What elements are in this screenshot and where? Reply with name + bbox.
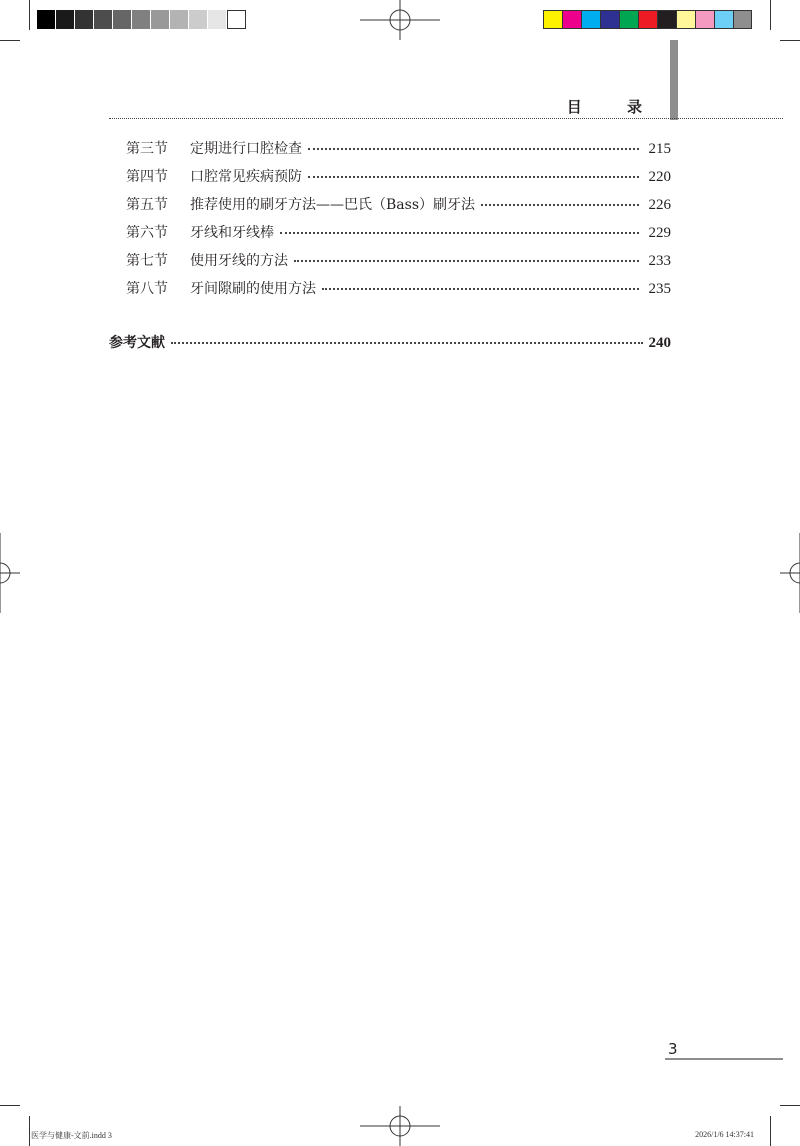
toc-entry[interactable] [126,166,671,194]
toc-leader-dots [322,287,639,290]
tone-swatch [733,10,752,29]
tone-swatch [600,10,619,29]
tone-swatch [75,10,94,29]
crop-mark [0,40,20,41]
tone-swatch [543,10,562,29]
tone-swatch [170,10,189,29]
toc-entry[interactable] [126,250,671,278]
gray-tone-strip [37,10,246,29]
toc-entry-title: 牙间隙刷的使用方法 [190,281,316,297]
toc-section-number: 第六节 [126,225,168,241]
toc-section-number: 第四节 [126,169,168,185]
toc-section-number: 第七节 [126,253,168,269]
toc-section-number: 第五节 [126,197,168,213]
registration-mark-top [360,0,440,40]
references-title: 参考文献 [109,335,165,351]
toc-leader-dots [481,203,639,206]
toc-entry-title: 定期进行口腔检查 [190,141,302,157]
tone-swatch [227,10,246,29]
slug-file-info: 医学与健康-文前.indd 3 [31,1131,112,1140]
toc-entry[interactable] [126,278,671,306]
toc-entry[interactable] [126,194,671,222]
toc-leader-dots [280,231,639,234]
toc-entry-title: 使用牙线的方法 [190,253,288,269]
tone-swatch [676,10,695,29]
tone-swatch [151,10,170,29]
registration-mark-bottom [360,1106,440,1146]
tone-swatch [94,10,113,29]
crop-mark [770,1116,771,1146]
tone-swatch [619,10,638,29]
tone-swatch [113,10,132,29]
chapter-tab-bar [670,40,678,120]
toc-entry[interactable] [126,222,671,250]
toc-leader-dots [308,147,639,150]
tone-swatch [714,10,733,29]
toc-entry-references[interactable] [109,332,671,352]
crop-mark [770,0,771,30]
crop-mark [780,40,800,41]
toc-leader-dots [308,175,639,178]
toc-entry[interactable] [126,138,671,166]
toc-page-number: 215 [648,141,671,157]
tone-swatch [657,10,676,29]
tone-swatch [562,10,581,29]
crop-mark [29,0,30,30]
registration-mark-right [780,533,800,613]
toc-page-number: 235 [648,281,671,297]
slug-timestamp: 2026/1/6 14:37:41 [695,1130,754,1139]
tone-swatch [37,10,56,29]
tone-swatch [695,10,714,29]
crop-mark [780,1105,800,1106]
color-tone-strip [543,10,752,29]
toc-page-number: 229 [648,225,671,241]
toc-leader-dots [294,259,639,262]
toc-section-number: 第三节 [126,141,168,157]
header-dotted-rule [109,118,783,119]
references-page-number: 240 [648,335,671,351]
tone-swatch [56,10,75,29]
toc-entry-title: 口腔常见疾病预防 [190,169,302,185]
tone-swatch [208,10,227,29]
crop-mark [0,1105,20,1106]
tone-swatch [581,10,600,29]
toc-list [126,138,671,306]
crop-mark [29,1116,30,1146]
page-header-title: 目 录 [566,98,662,116]
toc-entry-title: 推荐使用的刷牙方法——巴氏（Bass）刷牙法 [190,197,476,213]
tone-swatch [638,10,657,29]
page-number: 3 [668,1040,678,1058]
toc-page-number: 233 [648,253,671,269]
tone-swatch [189,10,208,29]
toc-page-number: 226 [648,197,671,213]
page-number-rule [665,1058,783,1060]
registration-mark-left [0,533,20,613]
toc-page-number: 220 [648,169,671,185]
toc-entry-title: 牙线和牙线棒 [190,225,274,241]
toc-section-number: 第八节 [126,281,168,297]
tone-swatch [132,10,151,29]
toc-leader-dots [171,341,643,344]
